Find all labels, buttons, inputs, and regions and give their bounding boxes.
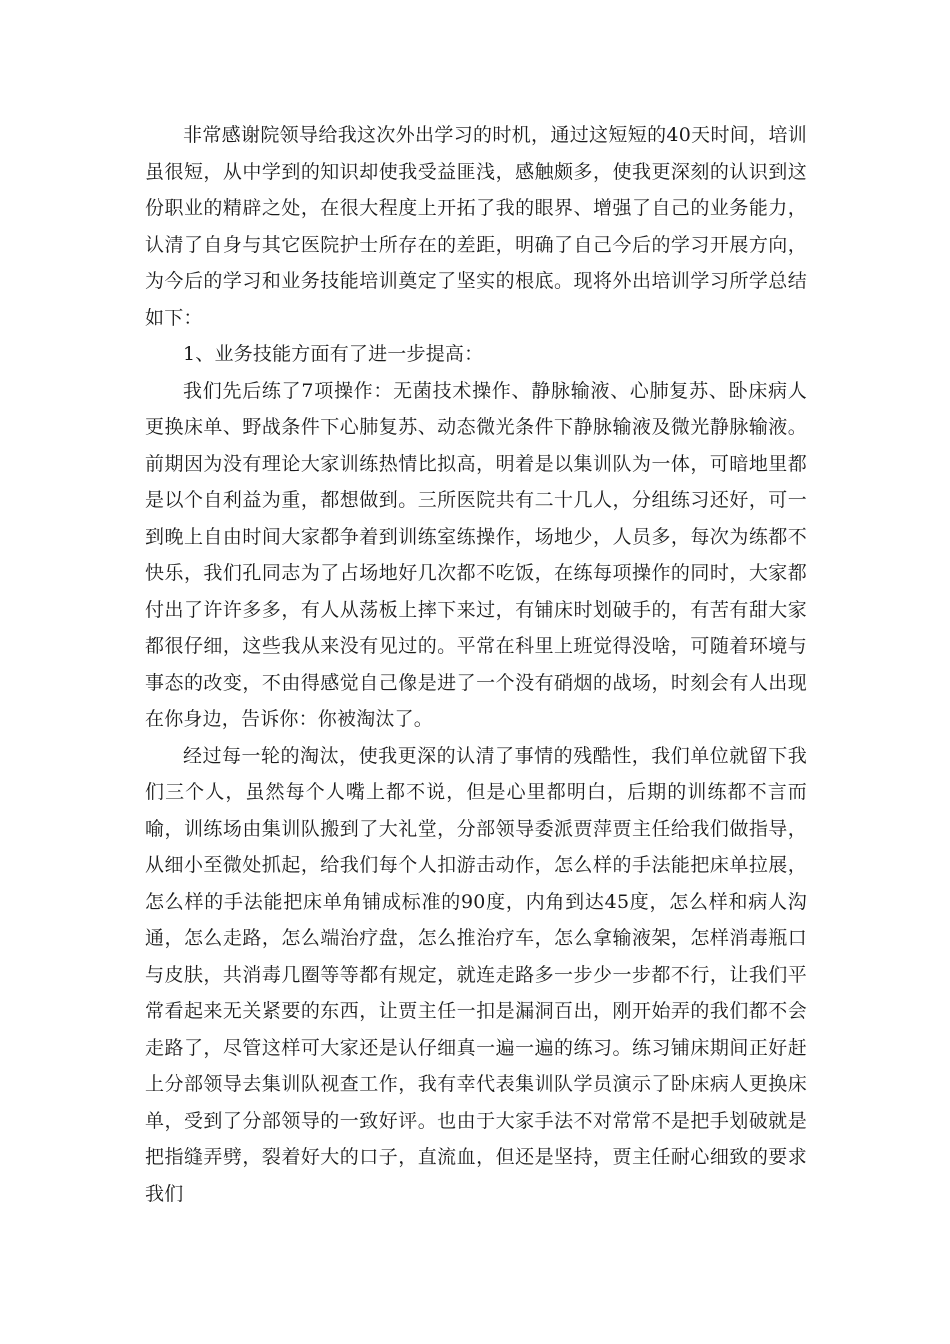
paragraph-intro: 非常感谢院领导给我这次外出学习的时机，通过这短短的40天时间，培训虽很短，从中学到的知识却使我受益匪浅，感触颇多，使我更深刻的认识到这份职业的精辟之处，在很大程度上开拓了我的眼界、增强了自己的业务能力，认清了自身与其它医院护士所存在的差距，明确了自己今后的学习开展方向，为今后的学习和业务技能培训奠定了坚实的根底。现将外出培训学习所学总结如下： <box>145 124 807 329</box>
paragraph-section-heading: 1、业务技能方面有了进一步提高： <box>183 343 484 365</box>
paragraph-operations: 我们先后练了7项操作：无菌技术操作、静脉输液、心肺复苏、卧床病人更换床单、野战条件下心肺复苏、动态微光条件下静脉输液及微光静脉输液。前期因为没有理论大家训练热情比拟高，明着是以集训队为一体，可暗地里都是以个自利益为重，都想做到。三所医院共有二十几人，分组练习还好，可一到晚上自由时间大家都争着到训练室练操作，场地少，人员多，每次为练都不快乐，我们孔同志为了占场地好几次都不吃饭，在练每项操作的同时，大家都付出了许许多多，有人从荡板上摔下来过，有铺床时划破手的，有苦有甜大家都很仔细，这些我从来没有见过的。平常在科里上班觉得没啥，可随着环境与事态的改变，不由得感觉自己像是进了一个没有硝烟的战场，时刻会有人出现在你身边，告诉你：你被淘汰了。 <box>145 379 807 730</box>
document-body <box>145 117 807 1212</box>
paragraph-elimination: 经过每一轮的淘汰，使我更深的认清了事情的残酷性，我们单位就留下我们三个人，虽然每个人嘴上都不说，但是心里都明白，后期的训练都不言而喻，训练场由集训队搬到了大礼堂，分部领导委派贾萍贾主任给我们做指导，从细小至微处抓起，给我们每个人扣游击动作，怎么样的手法能把床单拉展，怎么样的手法能把床单角铺成标准的90度，内角到达45度，怎么样和病人沟通，怎么走路，怎么端治疗盘，怎么推治疗车，怎么拿输液架，怎样消毒瓶口与皮肤，共消毒几圈等等都有规定，就连走路多一步少一步都不行，让我们平常看起来无关紧要的东西，让贾主任一扣是漏洞百出，刚开始弄的我们都不会走路了，尽管这样可大家还是认仔细真一遍一遍的练习。练习铺床期间正好赶上分部领导去集训队视查工作，我有幸代表集训队学员演示了卧床病人更换床单，受到了分部领导的一致好评。也由于大家手法不对常常不是把手划破就是把指缝弄劈，裂着好大的口子，直流血，但还是坚持，贾主任耐心细致的要求我们 <box>145 744 807 1205</box>
